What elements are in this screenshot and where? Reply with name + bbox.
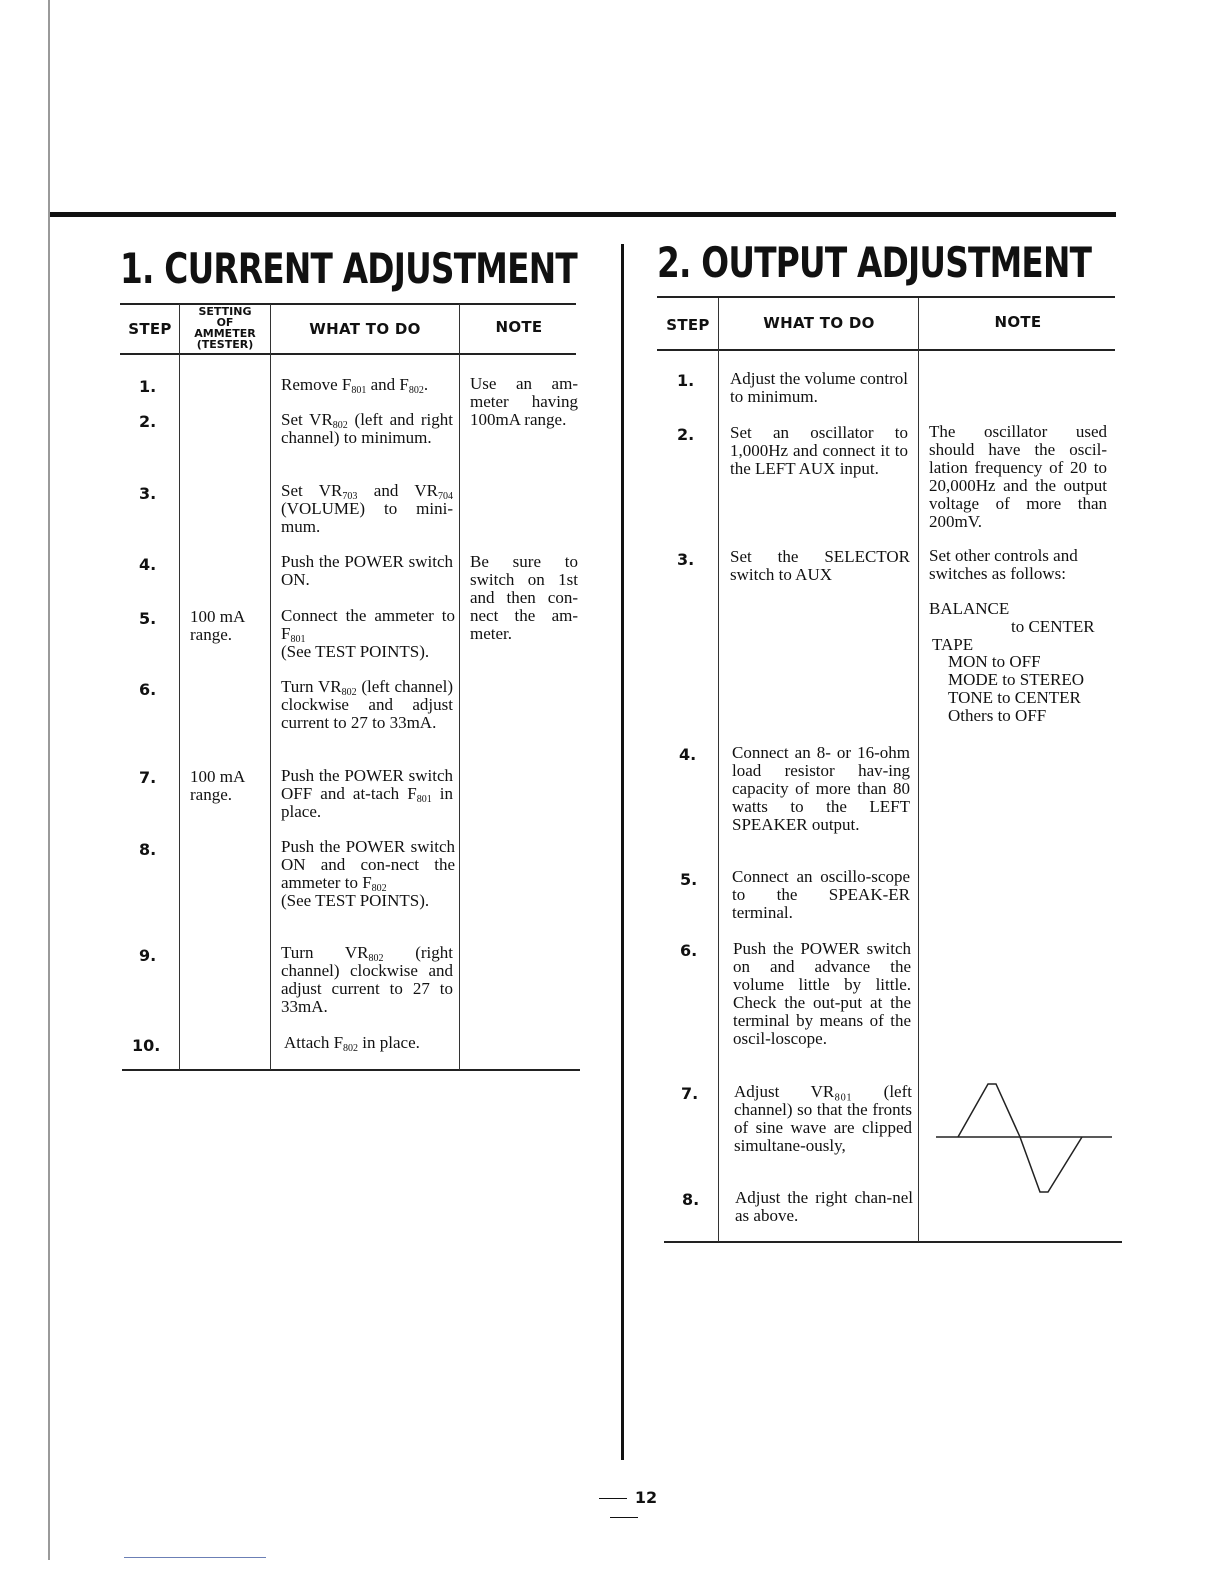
s1-ammeter-setting: 100 mA range. (190, 607, 245, 644)
clipped-sine-wave-diagram (936, 1074, 1116, 1204)
s1-header-setting (180, 306, 270, 350)
s1-step-number: 2. (139, 412, 157, 431)
s2-note-mode: MODE to STEREO (948, 670, 1084, 689)
s1-step-number: 8. (139, 840, 157, 859)
s2-col-divider-1 (718, 298, 719, 1242)
s1-note: Use an am-meter having 100mA range. (470, 374, 578, 429)
s1-header-setting-line4: (TESTER) (196, 338, 254, 351)
s2-header-top-rule (657, 296, 1115, 298)
s1-instruction: Attach $F_{802}$ in place. (284, 1033, 420, 1054)
s1-table-bottom-rule (122, 1069, 580, 1071)
s2-note-others: Others to OFF (948, 706, 1047, 725)
s1-step-number: 3. (139, 484, 157, 503)
s1-instruction: Remove $F_{801}$ and $F_{802}$. (281, 375, 429, 396)
s1-step-number: 4. (139, 555, 157, 574)
s2-instruction: Connect an 8- or 16-ohm load resistor hav-ing capacity of more than 80 watts to the LEFT SPEAKER output. (732, 743, 910, 834)
s2-step-number: 5. (680, 870, 698, 889)
section2-title: 2. OUTPUT ADJUSTMENT (657, 238, 1092, 287)
s1-col-divider-3 (459, 304, 460, 1070)
s1-step-number: 7. (139, 768, 157, 787)
waveform-path (958, 1084, 1082, 1192)
s1-col-divider-1 (179, 304, 180, 1070)
s2-instruction: Adjust VR₈₀₁ (left channel) so that the fronts of sine wave are clipped simultane-ously, (734, 1082, 912, 1155)
s1-header-setting-line1: SETTING (198, 305, 252, 318)
s1-instruction: Turn $VR_{802}$ (right channel) clockwise and adjust current to 27 to 33mA. (281, 943, 453, 1016)
s1-header-bottom-rule (120, 353, 576, 355)
s1-ammeter-setting: 100 mA range. (190, 767, 245, 804)
s1-step-number: 5. (139, 609, 157, 628)
s1-instruction: Push the POWER switch ON. (281, 552, 453, 589)
s2-table-bottom-rule (664, 1241, 1122, 1243)
s1-step-number: 6. (139, 680, 157, 699)
s1-instruction: Push the POWER switch OFF and at-tach $F_{801}$ in place. (281, 766, 453, 821)
page-edge (48, 0, 50, 1560)
s2-header-note: NOTE (994, 313, 1042, 331)
section1-title: 1. CURRENT ADJUSTMENT (120, 244, 577, 293)
s2-instruction: Set an oscillator to 1,000Hz and connect it to the LEFT AUX input. (730, 423, 908, 478)
s2-note-balance: BALANCE (929, 599, 1010, 618)
s1-header-note: NOTE (495, 318, 543, 336)
s2-instruction: Push the POWER switch on and advance the volume little by little. Check the out-put at the terminal by means of the oscil-loscope. (733, 939, 911, 1048)
page-number: 12 (572, 1488, 676, 1526)
s1-header-what: WHAT TO DO (309, 320, 421, 338)
s2-step-number: 7. (681, 1084, 699, 1103)
s2-header-what: WHAT TO DO (763, 314, 875, 332)
s1-header-setting-line3: AMMETER (194, 327, 256, 340)
s1-instruction: Turn $VR_{802}$ (left channel) clockwise and adjust current to 27 to 33mA. (281, 677, 453, 732)
s1-step-number: 1. (139, 377, 157, 396)
s2-step-number: 1. (677, 371, 695, 390)
s2-note-balance-value: to CENTER (1011, 617, 1095, 636)
s2-step-number: 6. (680, 941, 698, 960)
s2-step-number: 2. (677, 425, 695, 444)
s1-header-step: STEP (128, 320, 172, 338)
s1-step-number: 9. (139, 946, 157, 965)
s1-instruction: Set $VR_{802}$ (left and right channel) to minimum. (281, 410, 453, 447)
s1-instruction: Push the POWER switch ON and con-nect the ammeter to $F_{802}$ (See TEST POINTS). (281, 837, 455, 910)
s2-instruction: Connect an oscillo-scope to the SPEAK-ER terminal. (732, 867, 910, 922)
s2-note-oscillator: The oscillator used should have the oscil-lation frequency of 20 to 20,000Hz and the output voltage of more than 200mV. (929, 422, 1107, 531)
s2-col-divider-2 (918, 298, 919, 1242)
s2-header-bottom-rule (657, 349, 1115, 351)
s1-instruction: Connect the ammeter to $F_{801}$ (See TEST POINTS). (281, 606, 455, 661)
s2-note-tone: TONE to CENTER (948, 688, 1081, 707)
s2-step-number: 4. (679, 745, 697, 764)
s1-header-top-rule (120, 303, 576, 305)
s2-instruction: Adjust the volume control to minimum. (730, 369, 909, 406)
s2-instruction: Set the SELECTOR switch to AUX (730, 547, 910, 584)
s2-note-tape: TAPE (932, 635, 974, 654)
s2-note-controls: Set other controls and switches as follows: (929, 546, 1078, 583)
s2-note-mon: MON to OFF (948, 652, 1041, 671)
s1-col-divider-2 (270, 304, 271, 1070)
s1-header-setting-line2: OF (216, 316, 234, 329)
s2-step-number: 3. (677, 550, 695, 569)
s2-step-number: 8. (682, 1190, 700, 1209)
column-divider (621, 244, 624, 1460)
top-rule (50, 212, 1116, 217)
s2-header-step: STEP (666, 316, 710, 334)
s1-step-number: 10. (132, 1036, 161, 1055)
footer-mark (124, 1557, 266, 1558)
s2-instruction: Adjust the right chan-nel as above. (735, 1188, 913, 1225)
s1-instruction: Set $VR_{703}$ and $VR_{704}$ (VOLUME) to mini-mum. (281, 481, 453, 536)
s1-note: Be sure to switch on 1st and then con-nect the am-meter. (470, 552, 578, 643)
